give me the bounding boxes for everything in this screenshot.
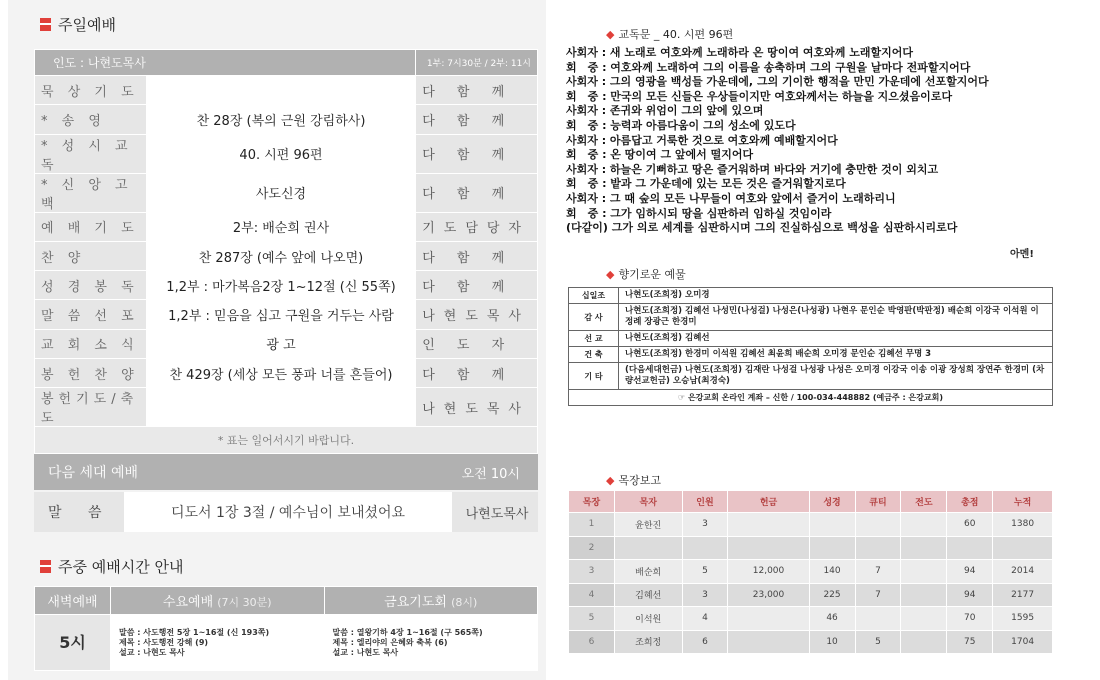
service-item-name: 말 씀 선 포 bbox=[35, 300, 147, 329]
pastoral-row bbox=[569, 536, 1053, 560]
friday-details bbox=[324, 615, 538, 671]
pastoral-report-title bbox=[606, 472, 661, 488]
offering-names: 나현도(조희정) 김혜선 bbox=[619, 331, 1053, 347]
pastoral-cell bbox=[682, 536, 728, 560]
service-item-content bbox=[146, 388, 415, 427]
reading-line: 사회자 : 존귀와 위엄이 그의 앞에 있으며 bbox=[566, 104, 764, 118]
account-note: ☞ 은강교회 온라인 계좌 – 신한 / 100-034-448882 (예금주 : 은강교회) bbox=[569, 390, 1053, 406]
service-row bbox=[35, 76, 538, 105]
diamond-icon: ◆ bbox=[606, 267, 615, 281]
wednesday-line: 설교 : 나현도 목사 bbox=[119, 647, 185, 657]
pastoral-cell: 조희정 bbox=[614, 630, 682, 654]
service-leader-head: 인도 : 나현도목사 bbox=[35, 50, 416, 76]
service-item-content: 찬 28장 (복의 근원 강림하사) bbox=[146, 105, 415, 134]
service-row bbox=[35, 212, 538, 241]
pastoral-header-cell: 성경 bbox=[809, 491, 855, 513]
service-item-content: 1,2부 : 마가복음2장 1~12절 (신 55쪽) bbox=[146, 271, 415, 300]
service-item-leader: 다 함 께 bbox=[416, 271, 538, 300]
offering-names: 나현도(조희정) 김혜선 나성민(나성걸) 나성은(나성광) 나현우 문인순 박영판(박판정) 배순희 이강국 이석원 이정례 장광근 한경미 bbox=[619, 304, 1053, 331]
offering-category: 선 교 bbox=[569, 331, 619, 347]
service-item-leader: 기도담당자 bbox=[416, 212, 538, 241]
pastoral-header-cell: 총점 bbox=[947, 491, 993, 513]
pastoral-header-cell: 헌금 bbox=[728, 491, 809, 513]
pastoral-cell: 7 bbox=[855, 560, 901, 584]
weekly-service-title-text: 주중 예배시간 안내 bbox=[58, 558, 184, 576]
pastoral-cell bbox=[901, 513, 947, 537]
service-time-head: 1부: 7시30분 / 2부: 11시 bbox=[416, 50, 538, 76]
offerings-footer-row bbox=[569, 390, 1053, 406]
pastoral-row bbox=[569, 560, 1053, 584]
next-generation-header bbox=[34, 454, 538, 490]
service-row bbox=[35, 388, 538, 427]
reading-line: 회 중 : 그가 임하시되 땅을 심판하러 임하실 것임이라 bbox=[566, 206, 832, 220]
reading-line: 회 중 : 여호와께 노래하여 그의 이름을 송축하며 그의 구원을 날마다 전파할지어다 bbox=[566, 60, 971, 74]
pastoral-row bbox=[569, 583, 1053, 607]
offering-row bbox=[569, 331, 1053, 347]
pastoral-header-cell: 큐티 bbox=[855, 491, 901, 513]
pastoral-cell: 윤한진 bbox=[614, 513, 682, 537]
wednesday-line: 제목 : 사도행전 강해 (9) bbox=[119, 637, 209, 647]
friday-head bbox=[324, 587, 538, 615]
service-item-name: * 송 영 bbox=[35, 105, 147, 134]
wednesday-details bbox=[111, 615, 325, 671]
wednesday-line: 말씀 : 사도행전 5장 1~16절 (신 193쪽) bbox=[119, 627, 270, 637]
pastoral-cell: 배순희 bbox=[614, 560, 682, 584]
pastoral-header-cell: 전도 bbox=[901, 491, 947, 513]
service-item-leader: 다 함 께 bbox=[416, 105, 538, 134]
service-item-name: 예 배 기 도 bbox=[35, 212, 147, 241]
pastoral-header-cell: 목자 bbox=[614, 491, 682, 513]
pastoral-cell: 4 bbox=[569, 583, 615, 607]
service-row bbox=[35, 173, 538, 212]
reading-line: 회 중 : 능력과 아름다움이 그의 성소에 있도다 bbox=[566, 118, 796, 132]
sunday-service-title bbox=[40, 14, 116, 35]
friday-line: 제목 : 엘리야의 은혜와 축복 (6) bbox=[332, 637, 448, 647]
pastoral-report-table bbox=[568, 490, 1053, 654]
pastoral-cell bbox=[855, 607, 901, 631]
next-generation-title: 다음 세대 예배 bbox=[48, 465, 139, 481]
pastoral-cell: 7 bbox=[855, 583, 901, 607]
pastoral-cell bbox=[728, 630, 809, 654]
pastoral-head-row bbox=[569, 491, 1053, 513]
pastoral-cell: 2014 bbox=[993, 560, 1053, 584]
pastoral-cell bbox=[901, 583, 947, 607]
offering-category: 건 축 bbox=[569, 347, 619, 363]
wednesday-head bbox=[111, 587, 325, 615]
next-generation-preacher: 나현도목사 bbox=[465, 506, 529, 522]
pastoral-cell bbox=[901, 536, 947, 560]
pastoral-row bbox=[569, 630, 1053, 654]
pastoral-cell bbox=[901, 560, 947, 584]
pastoral-cell: 2 bbox=[569, 536, 615, 560]
pastoral-cell: 3 bbox=[682, 583, 728, 607]
pastoral-cell: 60 bbox=[947, 513, 993, 537]
service-item-content: 광 고 bbox=[146, 329, 415, 358]
offering-names: 나현도(조희정) 오미경 bbox=[619, 288, 1053, 304]
service-item-name: 찬 양 bbox=[35, 241, 147, 270]
friday-label: 금요기도회 bbox=[384, 595, 447, 610]
left-panel bbox=[8, 0, 546, 680]
offering-names: 나현도(조희정) 한경미 이석원 김혜선 최윤희 배순희 오미경 문인순 김혜선 무명 3 bbox=[619, 347, 1053, 363]
service-order-table bbox=[34, 49, 538, 454]
diamond-icon: ◆ bbox=[606, 473, 615, 487]
reading-line: 사회자 : 새 노래로 여호와께 노래하라 온 땅이여 여호와께 노래할지어다 bbox=[566, 46, 914, 59]
reading-line: 사회자 : 아름답고 거룩한 것으로 여호와께 예배할지어다 bbox=[566, 133, 838, 147]
pastoral-cell bbox=[993, 536, 1053, 560]
service-item-name: 봉헌기도/축도 bbox=[35, 388, 147, 427]
service-note: * 표는 일어서시기 바랍니다. bbox=[35, 427, 538, 454]
right-panel bbox=[560, 0, 1100, 680]
offering-row bbox=[569, 347, 1053, 363]
next-generation-row bbox=[34, 492, 538, 532]
responsive-reading bbox=[566, 46, 1094, 236]
service-head-row bbox=[35, 50, 538, 76]
reading-line: (다같이) 그가 의로 세계를 심판하시며 그의 진실하심으로 백성을 심판하시리로다 bbox=[566, 221, 958, 235]
pastoral-cell: 70 bbox=[947, 607, 993, 631]
pastoral-header-cell: 목장 bbox=[569, 491, 615, 513]
pastoral-cell bbox=[728, 607, 809, 631]
pastoral-cell bbox=[855, 513, 901, 537]
bookmark-icon bbox=[40, 18, 51, 31]
offering-category: 기 타 bbox=[569, 363, 619, 390]
reading-title bbox=[606, 26, 733, 42]
pastoral-cell: 6 bbox=[682, 630, 728, 654]
pastoral-cell: 3 bbox=[682, 513, 728, 537]
service-item-leader: 다 함 께 bbox=[416, 134, 538, 173]
offering-names: (다음세대헌금) 나현도(조희정) 김재란 나성걸 나성광 나성은 오미경 이강국 이송 이광 장성희 장연주 한경미 (차량선교헌금) 오승남(최경숙) bbox=[619, 363, 1053, 390]
service-item-content: 40. 시편 96편 bbox=[146, 134, 415, 173]
wednesday-label: 수요예배 bbox=[162, 595, 214, 610]
reading-line: 회 중 : 만국의 모든 신들은 우상들이지만 여호와께서는 하늘을 지으셨음이로다 bbox=[566, 89, 953, 103]
pastoral-cell: 이석원 bbox=[614, 607, 682, 631]
pastoral-cell: 김혜선 bbox=[614, 583, 682, 607]
bookmark-icon bbox=[40, 560, 51, 573]
pastoral-cell: 225 bbox=[809, 583, 855, 607]
service-item-leader: 인 도 자 bbox=[416, 329, 538, 358]
weekly-service-title bbox=[40, 556, 183, 577]
next-generation-time: 오전 10시 bbox=[461, 466, 520, 482]
service-item-content: 1,2부 : 믿음을 심고 구원을 거두는 사람 bbox=[146, 300, 415, 329]
pastoral-cell bbox=[855, 536, 901, 560]
offering-category: 감 사 bbox=[569, 304, 619, 331]
pastoral-cell: 23,000 bbox=[728, 583, 809, 607]
service-item-name: 봉 헌 찬 양 bbox=[35, 359, 147, 388]
service-row bbox=[35, 359, 538, 388]
pastoral-cell: 1704 bbox=[993, 630, 1053, 654]
pastoral-cell: 10 bbox=[809, 630, 855, 654]
pastoral-row bbox=[569, 513, 1053, 537]
sunday-service-title-text: 주일예배 bbox=[58, 16, 116, 34]
offerings-title-text: 향기로운 예물 bbox=[618, 268, 686, 281]
service-note-row bbox=[35, 427, 538, 454]
pastoral-report-title-text: 목장보고 bbox=[618, 474, 661, 487]
pastoral-cell bbox=[614, 536, 682, 560]
weekly-service-table bbox=[34, 586, 538, 671]
pastoral-cell: 2177 bbox=[993, 583, 1053, 607]
pastoral-cell: 1595 bbox=[993, 607, 1053, 631]
reading-line: 사회자 : 그의 영광을 백성들 가운데에, 그의 기이한 행적을 만민 가운데에 선포할지어다 bbox=[566, 75, 989, 89]
pastoral-cell: 75 bbox=[947, 630, 993, 654]
pastoral-cell: 94 bbox=[947, 560, 993, 584]
service-item-leader: 다 함 께 bbox=[416, 76, 538, 105]
pastoral-cell: 1380 bbox=[993, 513, 1053, 537]
service-item-leader: 나현도목사 bbox=[416, 388, 538, 427]
pastoral-cell: 1 bbox=[569, 513, 615, 537]
reading-line: 회 중 : 온 땅이여 그 앞에서 떨지어다 bbox=[566, 148, 754, 162]
pastoral-cell bbox=[901, 607, 947, 631]
reading-line: 회 중 : 밭과 그 가운데에 있는 모든 것은 즐거워할지로다 bbox=[566, 177, 846, 191]
service-item-leader: 다 함 께 bbox=[416, 241, 538, 270]
pastoral-row bbox=[569, 607, 1053, 631]
pastoral-header-cell: 인원 bbox=[682, 491, 728, 513]
service-item-content: 2부: 배순희 권사 bbox=[146, 212, 415, 241]
weekly-body-row bbox=[35, 615, 538, 671]
service-item-leader: 나현도목사 bbox=[416, 300, 538, 329]
service-item-leader: 다 함 께 bbox=[416, 173, 538, 212]
offering-row bbox=[569, 304, 1053, 331]
service-row bbox=[35, 300, 538, 329]
service-row bbox=[35, 105, 538, 134]
next-generation-sermon: 디도서 1장 3절 / 예수님이 보내셨어요 bbox=[124, 492, 452, 532]
service-row bbox=[35, 134, 538, 173]
pastoral-cell bbox=[728, 513, 809, 537]
friday-time: (8시) bbox=[451, 596, 478, 609]
pastoral-cell: 94 bbox=[947, 583, 993, 607]
wednesday-time: (7시 30분) bbox=[217, 596, 272, 609]
pastoral-cell: 5 bbox=[682, 560, 728, 584]
pastoral-cell bbox=[809, 513, 855, 537]
service-row bbox=[35, 271, 538, 300]
service-item-content: 찬 287장 (예수 앞에 나오면) bbox=[146, 241, 415, 270]
pastoral-cell: 6 bbox=[569, 630, 615, 654]
service-item-content bbox=[146, 76, 415, 105]
pastoral-cell bbox=[947, 536, 993, 560]
reading-line: 사회자 : 그 때 숲의 모든 나무들이 여호와 앞에서 즐거이 노래하리니 bbox=[566, 191, 896, 205]
friday-line: 말씀 : 열왕기하 4장 1~16절 (구 565쪽) bbox=[332, 627, 483, 637]
service-item-name: * 성 시 교 독 bbox=[35, 134, 147, 173]
service-item-name: 성 경 봉 독 bbox=[35, 271, 147, 300]
service-item-content: 사도신경 bbox=[146, 173, 415, 212]
pastoral-cell: 4 bbox=[682, 607, 728, 631]
reading-line: 사회자 : 하늘은 기뻐하고 땅은 즐거워하며 바다와 거기에 충만한 것이 외치고 bbox=[566, 162, 939, 176]
dawn-time: 5시 bbox=[35, 615, 111, 671]
dawn-label: 새벽예배 bbox=[35, 587, 111, 615]
service-item-name: 묵 상 기 도 bbox=[35, 76, 147, 105]
offerings-table bbox=[568, 287, 1053, 406]
pastoral-cell bbox=[901, 630, 947, 654]
offerings-title bbox=[606, 266, 686, 282]
pastoral-cell: 140 bbox=[809, 560, 855, 584]
service-item-content: 찬 429장 (세상 모든 풍파 너를 흔들어) bbox=[146, 359, 415, 388]
pastoral-cell: 5 bbox=[569, 607, 615, 631]
service-item-leader: 다 함 께 bbox=[416, 359, 538, 388]
next-generation-label: 말 씀 bbox=[48, 505, 113, 521]
pastoral-header-cell: 누적 bbox=[993, 491, 1053, 513]
service-item-name: * 신 앙 고 백 bbox=[35, 173, 147, 212]
pastoral-cell: 46 bbox=[809, 607, 855, 631]
service-item-name: 교 회 소 식 bbox=[35, 329, 147, 358]
reading-title-text: 교독문 _ 40. 시편 96편 bbox=[618, 28, 734, 41]
friday-line: 설교 : 나현도 목사 bbox=[332, 647, 399, 657]
pastoral-cell: 12,000 bbox=[728, 560, 809, 584]
offering-row bbox=[569, 288, 1053, 304]
service-row bbox=[35, 329, 538, 358]
weekly-head-row bbox=[35, 587, 538, 615]
pastoral-cell bbox=[809, 536, 855, 560]
service-row bbox=[35, 241, 538, 270]
offering-row bbox=[569, 363, 1053, 390]
offering-category: 십일조 bbox=[569, 288, 619, 304]
diamond-icon: ◆ bbox=[606, 27, 615, 41]
pastoral-cell: 3 bbox=[569, 560, 615, 584]
amen-text: 아멘! bbox=[1010, 249, 1034, 260]
pastoral-cell: 5 bbox=[855, 630, 901, 654]
pastoral-cell bbox=[728, 536, 809, 560]
